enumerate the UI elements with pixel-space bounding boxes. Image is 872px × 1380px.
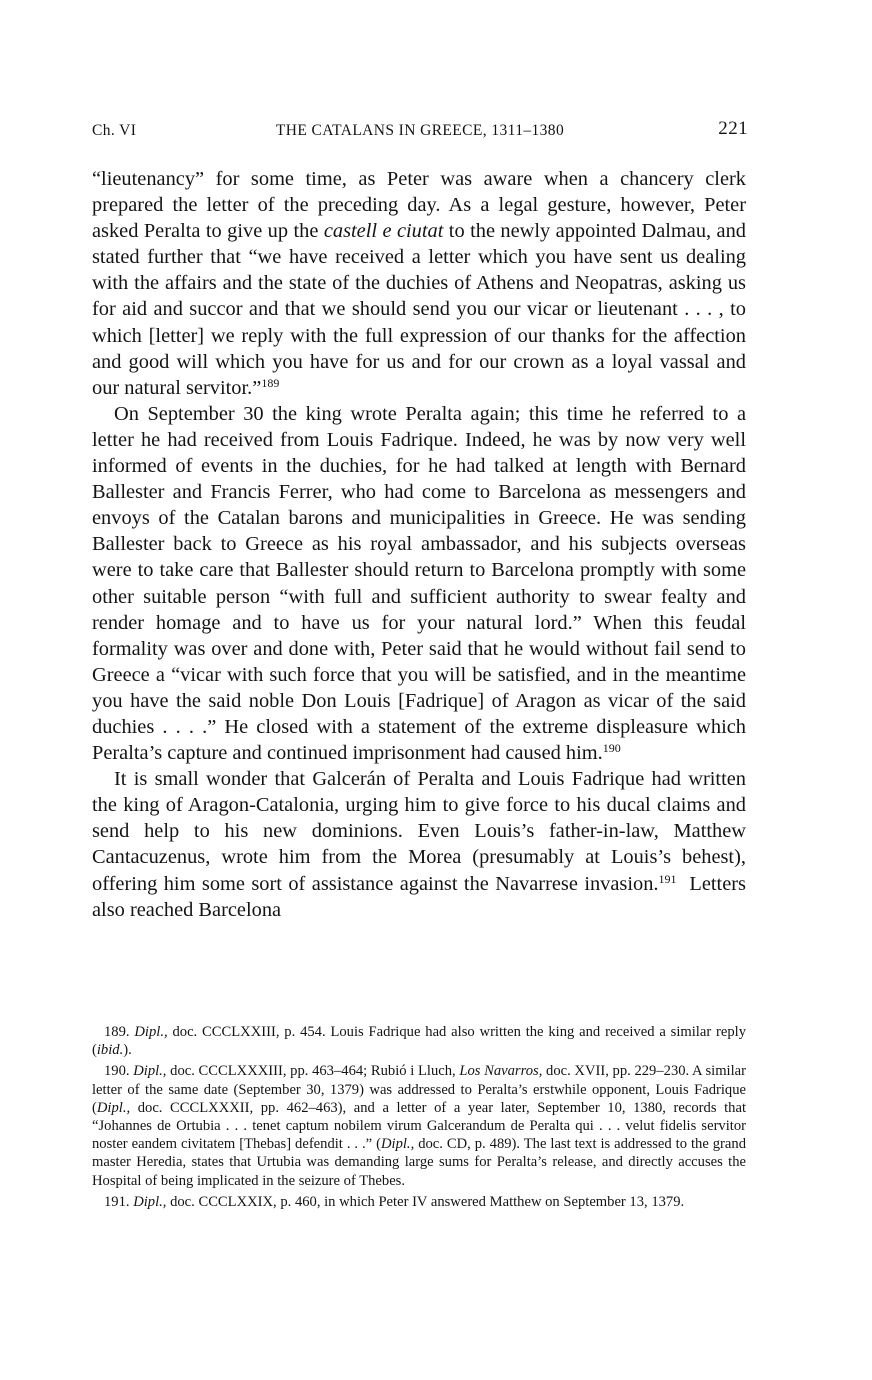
footnote-189: 189. Dipl., doc. CCCLXXIII, p. 454. Louis Fadrique had also written the king and received a similar reply (ibid.). [92,1024,747,1059]
running-title: THE CATALANS IN GREECE, 1311–1380 [275,122,565,139]
italic-phrase: castell e ciutat [323,220,444,243]
running-head [92,120,748,142]
footnote-190: 190. Dipl., doc. CCCLXXXIII, pp. 463–464; Rubió i Lluch, Los Navarros, doc. XVII, pp. 229–230. A similar letter of the same date (September 30, 1379) was addressed to Peralta’s erstwhile opponent, Louis Fadrique (Dipl., doc. CCCLXXXII, pp. 462–463), and a letter of a year later, September 10, 1380, records that “Johannes de Ortubia . . . tenet captum nobilem virum Galcerandum de Peralta qui . . . velut fidelis servitor noster eandem civitatem [Thebas] defendit . . .” (Dipl., doc. CD, p. 489). The last text is addressed to the grand master Heredia, states that Urtubia was demanding large sums for Peralta’s release, and directly accuses the Hospital of being implicated in the seizure of Thebes. [92,1063,746,1189]
page-number: 221 [718,118,748,139]
footnote-ref-190: 190 [602,740,621,755]
footnotes [92,1023,746,1214]
footnote-ref-191: 191 [658,871,677,886]
chapter-label: Ch. VI [92,122,137,139]
paragraph-2: On September 30 the king wrote Peralta again; this time he referred to a letter he had received from Louis Fadrique. Indeed, he was by now very well informed of events in the duchies, for he had talked at length with Bernard Ballester and Francis Ferrer, who had come to Barcelona as messengers and envoys of the Catalan barons and municipalities in Greece. He was sending Ballester back to Greece as his royal ambassador, and his subjects overseas were to take care that Ballester should return to Barcelona promptly with some other suitable person “with full and sufficient authority to swear fealty and render homage and to have us for your natural lord.” When this feudal formality was over and done with, Peter said that he would without fail send to Greece a “vicar with such force that you will be satisfied, and in the meantime you have the said noble Don Louis [Fadrique] of Aragon as vicar of the said duchies . . . .” He closed with a statement of the extreme displeasure which Peralta’s capture and continued imprisonment had caused him.$^{190}$ [92,402,746,765]
footnote-ref-189: 189 [261,375,280,390]
main-text [92,166,752,923]
footnote-191: 191. Dipl., doc. CCCLXXIX, p. 460, in which Peter IV answered Matthew on September 13, 1379. [104,1193,685,1210]
paragraph-3: It is small wonder that Galcerán of Peralta and Louis Fadrique had written the king of Aragon-Catalonia, urging him to give force to his ducal claims and send help to his new dominions. Even Louis’s father-in-law, Matthew Cantacuzenus, wrote him from the Morea (presumably at Louis’s behest), offering him some sort of assistance against the Navarrese invasion.$^{191}$ Letters also reached Barcelona [92,768,752,921]
paragraph-1: “lieutenancy” for some time, as Peter was aware when a chancery clerk prepared the letter of the preceding day. As a legal gesture, however, Peter asked Peralta to give up the castell e ciutat to the newly appointed Dalmau, and stated further that “we have received a letter which you have sent us dealing with the affairs and the state of the duchies of Athens and Neopatras, asking us for aid and succor and that we should send you our vicar or lieutenant . . . , to which [letter] we reply with the full expression of our thanks for the affection and good will which you have for us and for our crown as a loyal vassal and our natural servitor.”$^{189}$ [92,168,746,399]
